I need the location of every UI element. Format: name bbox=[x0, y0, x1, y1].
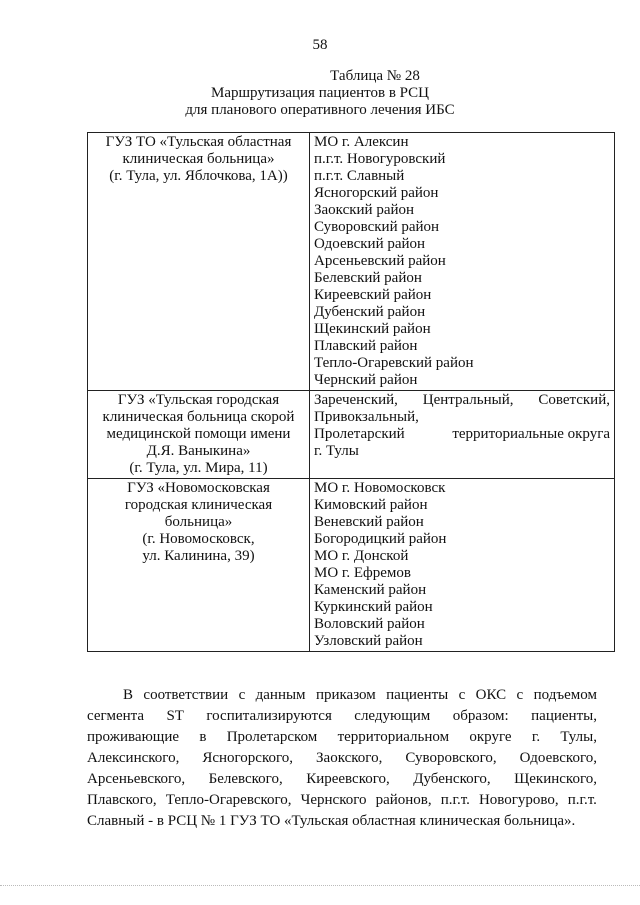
hospital-line: ул. Калинина, 39) bbox=[142, 548, 255, 564]
paragraph-word: следующим bbox=[354, 708, 431, 724]
paragraph-word: Ясногорского, bbox=[202, 750, 294, 766]
area-word: Привокзальный, bbox=[314, 409, 419, 425]
paragraph-word: Суворовского, bbox=[405, 750, 497, 766]
hospital-line: клиническая больница скорой bbox=[102, 409, 295, 425]
paragraph-word: Пролетарском bbox=[226, 729, 318, 745]
hospital-line: (г. Тула, ул. Яблочкова, 1А)) bbox=[109, 168, 288, 184]
areas-cell bbox=[310, 133, 615, 391]
paragraph-word: образом: bbox=[452, 708, 509, 724]
paragraph-word: пациенты, bbox=[531, 708, 597, 724]
area-line: Узловский район bbox=[314, 633, 423, 649]
area-line: Суворовский район bbox=[314, 219, 440, 235]
paragraph-word: пациенты bbox=[386, 687, 449, 703]
paragraph-word: ST bbox=[166, 708, 184, 724]
table-caption bbox=[0, 68, 640, 119]
paragraph-word: госпитализируются bbox=[206, 708, 332, 724]
paragraph-word: с bbox=[238, 687, 246, 703]
paragraph-line bbox=[87, 706, 597, 727]
area-line: Заокский район bbox=[314, 202, 415, 218]
routing-table bbox=[87, 132, 615, 652]
table-title-line-1: Маршрутизация пациентов в РСЦ bbox=[210, 85, 430, 101]
table-label: Таблица № 28 bbox=[330, 68, 420, 84]
area-line: Веневский район bbox=[314, 514, 424, 530]
area-line: Плавский район bbox=[314, 338, 418, 354]
area-line: МО г. Донской bbox=[314, 548, 409, 564]
area-line bbox=[314, 426, 610, 443]
hospital-line: больница» bbox=[164, 514, 233, 530]
hospital-line: медицинской помощи имени bbox=[106, 426, 291, 442]
paragraph-line bbox=[87, 769, 597, 790]
body-paragraph bbox=[87, 685, 597, 832]
area-line: Белевский район bbox=[314, 270, 422, 286]
area-line: п.г.т. Славный bbox=[314, 168, 405, 184]
area-line: Куркинский район bbox=[314, 599, 433, 615]
paragraph-word: приказом bbox=[315, 687, 376, 703]
paragraph-word: Славный - в РСЦ № 1 ГУЗ ТО «Тульская областная клиническая больница». bbox=[87, 813, 576, 829]
area-word: территориальные округа bbox=[452, 426, 610, 442]
area-line: Щекинский район bbox=[314, 321, 431, 337]
paragraph-line bbox=[87, 685, 597, 706]
area-line bbox=[314, 443, 610, 460]
hospital-line: (г. Тула, ул. Мира, 11) bbox=[129, 460, 268, 476]
paragraph-word: Дубенского, bbox=[413, 771, 491, 787]
hospital-cell bbox=[88, 391, 310, 479]
area-line: МО г. Алексин bbox=[314, 134, 409, 150]
area-line: Ясногорский район bbox=[314, 185, 439, 201]
area-word: Центральный, bbox=[422, 392, 514, 408]
paragraph-word: сегмента bbox=[87, 708, 145, 724]
area-word: г. Тулы bbox=[314, 443, 359, 459]
paragraph-word: Одоевского, bbox=[519, 750, 597, 766]
paragraph-line bbox=[87, 727, 597, 748]
area-line: Каменский район bbox=[314, 582, 427, 598]
paragraph-word: В bbox=[123, 687, 134, 703]
area-line: Киреевский район bbox=[314, 287, 432, 303]
paragraph-word: п.г.т. bbox=[567, 792, 597, 808]
area-word: Пролетарский bbox=[314, 426, 405, 442]
areas-cell bbox=[310, 391, 615, 479]
table-row bbox=[88, 391, 615, 479]
hospital-line: клиническая больница» bbox=[122, 151, 275, 167]
paragraph-word: округе bbox=[469, 729, 512, 745]
paragraph-word: подъемом bbox=[533, 687, 597, 703]
hospital-line: ГУЗ «Тульская городская bbox=[117, 392, 280, 408]
area-line: Воловский район bbox=[314, 616, 425, 632]
areas-cell bbox=[310, 479, 615, 652]
area-line bbox=[314, 392, 610, 409]
paragraph-word: Тулы, bbox=[560, 729, 597, 745]
table-row bbox=[88, 133, 615, 391]
area-line: Кимовский район bbox=[314, 497, 428, 513]
area-line: Чернский район bbox=[314, 372, 418, 388]
paragraph-word: Заокского, bbox=[316, 750, 383, 766]
paragraph-word: территориальном bbox=[337, 729, 450, 745]
area-line: п.г.т. Новогуровский bbox=[314, 151, 446, 167]
paragraph-word: ОКС bbox=[475, 687, 507, 703]
area-word: Советский, bbox=[538, 392, 610, 408]
area-line: Дубенский район bbox=[314, 304, 426, 320]
paragraph-line bbox=[87, 790, 597, 811]
paragraph-word: Белевского, bbox=[208, 771, 283, 787]
scan-noise-line bbox=[0, 885, 640, 887]
paragraph-word: п.г.т. bbox=[440, 792, 470, 808]
paragraph-word: в bbox=[199, 729, 207, 745]
hospital-line: ГУЗ «Новомосковская bbox=[127, 480, 270, 496]
area-line: Тепло-Огаревский район bbox=[314, 355, 474, 371]
area-line: Богородицкий район bbox=[314, 531, 447, 547]
paragraph-word: Плавского, bbox=[87, 792, 157, 808]
hospital-line: городская клиническая bbox=[124, 497, 273, 513]
table-title-line-2: для планового оперативного лечения ИБС bbox=[185, 102, 455, 118]
paragraph-word: с bbox=[458, 687, 466, 703]
paragraph-line bbox=[87, 748, 597, 769]
area-line: МО г. Новомосковск bbox=[314, 480, 446, 496]
paragraph-word: проживающие bbox=[87, 729, 180, 745]
area-word: Зареченский, bbox=[314, 392, 398, 408]
paragraph-word: с bbox=[516, 687, 524, 703]
page-number: 58 bbox=[312, 37, 328, 53]
paragraph-line bbox=[87, 811, 597, 832]
paragraph-word: Арсеньевского, bbox=[87, 771, 186, 787]
paragraph-word: Киреевского, bbox=[306, 771, 390, 787]
paragraph-word: соответствии bbox=[143, 687, 229, 703]
hospital-line: Д.Я. Ваныкина» bbox=[146, 443, 251, 459]
hospital-line: (г. Новомосковск, bbox=[142, 531, 255, 547]
hospital-cell bbox=[88, 479, 310, 652]
paragraph-word: Тепло-Огаревского, bbox=[165, 792, 292, 808]
area-line: МО г. Ефремов bbox=[314, 565, 411, 581]
paragraph-word: г. bbox=[531, 729, 541, 745]
hospital-cell bbox=[88, 133, 310, 391]
table-row bbox=[88, 479, 615, 652]
paragraph-word: Щекинского, bbox=[514, 771, 597, 787]
paragraph-word: районов, bbox=[375, 792, 432, 808]
hospital-line: ГУЗ ТО «Тульская областная bbox=[105, 134, 292, 150]
paragraph-word: данным bbox=[255, 687, 306, 703]
area-line bbox=[314, 409, 610, 426]
area-line: Арсеньевский район bbox=[314, 253, 446, 269]
paragraph-word: Чернского bbox=[300, 792, 367, 808]
paragraph-word: Новогурово, bbox=[478, 792, 559, 808]
paragraph-word: Алексинского, bbox=[87, 750, 180, 766]
area-line: Одоевский район bbox=[314, 236, 426, 252]
